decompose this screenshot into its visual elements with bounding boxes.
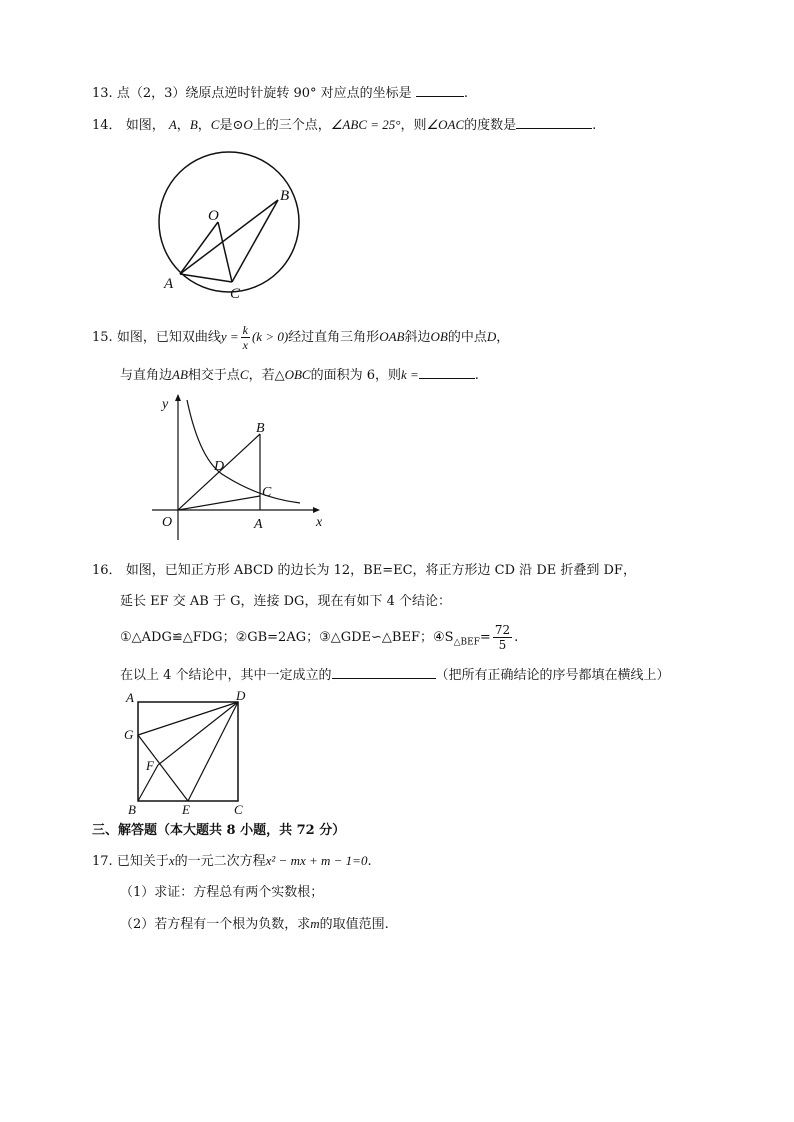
label-f: F	[146, 758, 154, 773]
label-b: B	[128, 802, 136, 817]
label-a: A	[254, 517, 263, 532]
segment-oc	[218, 222, 232, 282]
question-16-line-4: 在以上 4 个结论中，其中一定成立的 （把所有正确结论的序号都填在横线上）	[120, 668, 670, 683]
label-a: A	[164, 276, 174, 292]
label-b: B	[256, 421, 265, 436]
question-17-line-1: 17. 已知关于x的一元二次方程x² − mx + m − 1=0.	[92, 853, 372, 869]
segment-bc	[232, 200, 278, 282]
question-17-part-2: （2）若方程有一个根为负数，求m的取值范围.	[120, 916, 389, 932]
question-text: 点（2，3）绕原点逆时针旋转 90° 对应点的坐标是	[116, 86, 412, 101]
question-number: 13.	[92, 86, 113, 101]
segment-df	[158, 702, 238, 765]
label-a: A	[126, 690, 134, 705]
label-e: E	[182, 802, 190, 817]
segment-ab	[180, 200, 278, 274]
figure-14-circle-diagram	[150, 150, 310, 310]
question-13: 13. 点（2，3）绕原点逆时针旋转 90° 对应点的坐标是 .	[92, 86, 468, 101]
label-d: D	[214, 459, 225, 474]
segment-dg	[138, 702, 238, 735]
question-number: 16．	[92, 563, 122, 578]
segment-oa	[180, 222, 218, 274]
question-16-line-1: 16． 如图，已知正方形 ABCD 的边长为 12，BE=EC，将正方形边 CD 沿 DE 折叠到 DF，	[92, 563, 636, 578]
label-x: x	[316, 515, 323, 530]
label-c: C	[262, 485, 272, 500]
x-axis-arrow	[313, 507, 320, 513]
question-15-line-1: 15. 如图，已知双曲线y = $\frac{k}{x}$ (k > 0)经过直角三角形OAB斜边OB的中点D，	[92, 323, 510, 352]
question-number: 15.	[92, 330, 113, 345]
figure-16-square-fold-diagram	[120, 688, 260, 818]
answer-blank[interactable]	[416, 84, 464, 97]
label-y: y	[162, 397, 169, 412]
label-o: O	[162, 515, 173, 530]
question-17-part-1: （1）求证：方程总有两个实数根；	[120, 885, 324, 900]
label-b: B	[280, 188, 290, 204]
segment-de	[188, 702, 238, 801]
fraction-k-over-x: $\frac{k}{x}$	[242, 323, 248, 352]
question-number: 14．	[92, 118, 122, 133]
square-abcd	[138, 702, 238, 801]
figure-15-hyperbola-diagram	[150, 392, 340, 544]
question-16-line-2: 延长 EF 交 AB 于 G，连接 DG，现在有如下 4 个结论：	[120, 594, 451, 609]
question-14: 14． 如图， A，B，C是⊙O上的三个点，∠ABC = 25°，则∠OAC的度数是 .	[92, 117, 597, 133]
question-number: 17.	[92, 854, 113, 869]
question-16-conclusions: ①△ADG≌△FDG；②GB=2AG；③△GDE∽△BEF；$④S_{\triangle BEF}=$ $\frac{72}{5}$ .	[120, 623, 519, 652]
label-c: C	[230, 286, 241, 302]
answer-blank[interactable]	[516, 116, 592, 129]
hyperbola-curve	[187, 400, 300, 503]
answer-blank[interactable]	[419, 366, 475, 379]
y-axis-arrow	[175, 394, 181, 401]
label-d: D	[236, 688, 246, 703]
label-g: G	[124, 727, 134, 742]
answer-blank[interactable]	[332, 666, 436, 679]
label-o: O	[208, 208, 219, 224]
question-15-line-2: 与直角边AB相交于点C，若△OBC的面积为 6，则k = .	[120, 367, 479, 383]
label-c: C	[234, 802, 243, 817]
section-3-heading: 三、解答题（本大题共 8 小题，共 72 分）	[92, 823, 346, 838]
fraction-72-over-5: $\frac{72}{5}$	[494, 623, 511, 652]
